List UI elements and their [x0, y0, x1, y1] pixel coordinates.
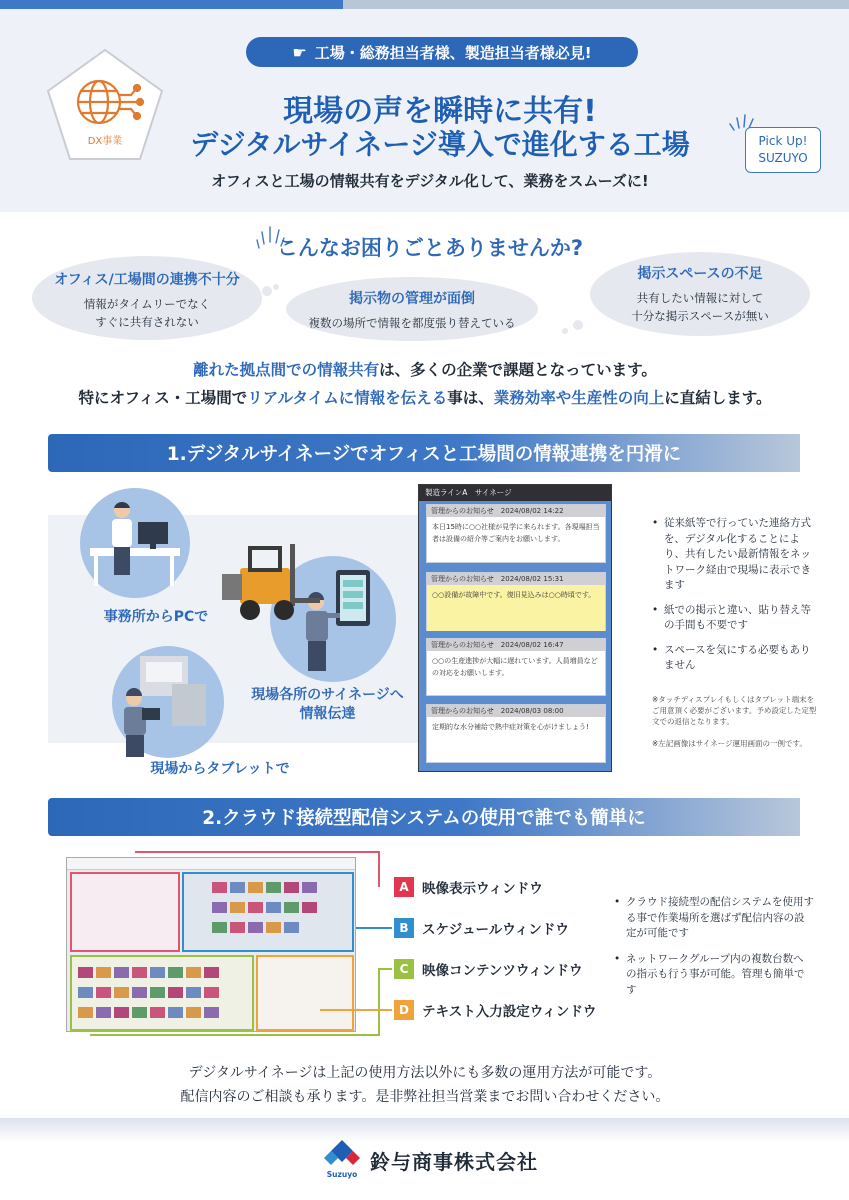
pickup-badge	[745, 127, 821, 173]
text-input-window	[256, 955, 354, 1031]
problem-desc: すぐに共有されない	[95, 315, 199, 329]
connector-line-c	[378, 968, 392, 970]
lead-highlight: リアルタイムに情報を伝える	[247, 389, 448, 407]
pickup-line1: Pick Up!	[758, 134, 808, 148]
tablet-site-illustration	[112, 646, 224, 758]
connector-line-a	[135, 851, 380, 853]
site-label	[240, 686, 415, 724]
main-title-line1: 現場の声を瞬時に共有!	[283, 94, 597, 129]
office-label: 事務所からPCで	[103, 609, 209, 625]
video-contents-window	[70, 955, 254, 1031]
problem-bubble	[590, 252, 810, 336]
bubble-tail	[573, 320, 583, 330]
problem-bubble	[286, 277, 538, 341]
tablet-worker-icon	[112, 646, 224, 758]
legend-label: 映像表示ウィンドウ	[422, 881, 543, 897]
lead-text: 事は、	[447, 389, 494, 407]
pointing-hand-icon: ☛	[292, 42, 307, 62]
legend-item-d	[394, 1000, 596, 1020]
lead-highlight: 業務効率や生産性の向上	[493, 389, 665, 407]
legend-label: 映像コンテンツウィンドウ	[422, 963, 583, 979]
closing-line2: 配信内容のご相談も承ります。是非弊社担当営業までお問い合わせください。	[180, 1089, 670, 1105]
section-2-title: 2.クラウド接続型配信システムの使用で誰でも簡単に	[202, 808, 646, 829]
bubble-tail	[262, 286, 272, 296]
lead-text: に直結します。	[664, 389, 772, 407]
site-label-line1: 現場各所のサイネージへ	[251, 687, 404, 703]
tablet-label: 現場からタブレットで	[150, 761, 290, 777]
dx-badge-label: DX事業	[87, 136, 123, 147]
section-1-bullets	[652, 516, 812, 683]
logo-text: Suzuyo	[326, 1170, 358, 1179]
problem-bubble	[32, 256, 262, 340]
section-1-header	[48, 434, 800, 472]
notice-body: 定期的な水分補給で熱中症対策を心がけましょう!	[432, 723, 589, 731]
problem-desc: 十分な掲示スペースが無い	[631, 309, 769, 323]
legend-badge: D	[394, 1000, 414, 1020]
problem-heading: こんなお困りごとありませんか?	[276, 236, 584, 260]
pickup-line2: SUZUYO	[758, 151, 808, 165]
footnote: ※左記画像はサイネージ運用画面の一例です。	[652, 739, 807, 748]
signage-screen-example	[418, 484, 612, 772]
legend-item-c	[394, 959, 583, 979]
notice-card	[426, 638, 606, 696]
connector-line-c	[378, 968, 380, 1036]
signage-header: 製造ラインA サイネージ	[419, 485, 611, 501]
problem-desc: 共有したい情報に対して	[636, 291, 764, 305]
notice-body: 本日15時に○○社様が見学に来られます。各現場担当者は設備の紹介等ご案内をお願いします。	[432, 523, 600, 543]
notice-head: 管理からのお知らせ 2024/08/02 16:47	[427, 639, 605, 651]
notice-body: ○○設備が故障中です。復旧見込みは○○時頃です。	[427, 585, 605, 631]
office-pc-illustration	[80, 488, 190, 598]
audience-pill	[246, 37, 638, 67]
bubble-tail	[273, 284, 279, 290]
bullet-item: • ネットワークグループ内の複数台数への指示も行う事が可能。管理も簡単です	[614, 952, 814, 999]
bullet-item: • スペースを気にする必要もありません	[652, 643, 812, 674]
notice-head: 管理からのお知らせ 2024/08/03 08:00	[427, 705, 605, 717]
problem-title: 掲示物の管理が面倒	[349, 291, 475, 307]
connector-line-a	[378, 851, 380, 887]
notice-body: ○○の生産進捗が大幅に遅れています。人員増員などの対応をお願いします。	[432, 657, 598, 677]
bullet-item: • 従来紙等で行っていた連絡方式を、デジタル化することにより、共有したい最新情報をネットワーク経由で現場に表示できます	[652, 516, 812, 594]
legend-item-b	[394, 918, 569, 938]
section-2-header	[48, 798, 800, 836]
legend-item-a	[394, 877, 543, 897]
connector-line-b	[356, 927, 392, 929]
legend-badge: C	[394, 959, 414, 979]
notice-head: 管理からのお知らせ 2024/08/02 14:22	[427, 505, 605, 517]
subtitle: オフィスと工場の情報共有をデジタル化して、業務をスムーズに!	[211, 172, 649, 190]
problem-desc: 複数の場所で情報を都度張り替えている	[308, 316, 516, 330]
office-worker-icon	[80, 488, 190, 598]
footnote: ※タッチディスプレイもしくはタブレット端末をご用意頂く必要がございます。予め設定した定型文での返信となります。	[652, 695, 817, 726]
legend-label: スケジュールウィンドウ	[422, 922, 569, 938]
notice-card-alert	[426, 572, 606, 631]
notice-card	[426, 704, 606, 763]
problem-title: オフィス/工場間の連携不十分	[54, 272, 240, 288]
connector-line-d	[320, 1009, 392, 1011]
suzuyo-logo	[322, 1138, 362, 1180]
bubble-tail	[562, 328, 568, 334]
legend-badge: B	[394, 918, 414, 938]
distribution-system-screenshot	[66, 857, 356, 1032]
connector-line-c	[90, 1034, 380, 1036]
notice-head: 管理からのお知らせ 2024/08/02 15:31	[427, 573, 605, 585]
lead-text: 特にオフィス・工場間で	[78, 389, 248, 407]
section-2-bullets	[614, 895, 814, 1008]
legend-label: テキスト入力設定ウィンドウ	[422, 1004, 597, 1020]
lead-line2	[30, 386, 820, 408]
bullet-item: • クラウド接続型の配信システムを使用する事で作業場所を選ばず配信内容の設定が可能です	[614, 895, 814, 942]
forklift-icon	[210, 538, 330, 628]
top-accent-bar	[0, 0, 343, 9]
site-label-line2: 情報伝達	[299, 706, 356, 722]
problem-title: 掲示スペースの不足	[637, 266, 763, 282]
lead-text: は、多くの企業で課題となっています。	[379, 361, 657, 379]
lead-highlight: 離れた拠点間での情報共有	[193, 361, 380, 379]
company-name: 鈴与商事株式会社	[370, 1150, 538, 1174]
closing-line1: デジタルサイネージは上記の使用方法以外にも多数の運用方法が可能です。	[188, 1065, 662, 1081]
video-display-window	[70, 872, 180, 952]
app-toolbar	[67, 858, 355, 870]
audience-text: 工場・総務担当者様、製造担当者様必見!	[314, 43, 592, 62]
legend-badge: A	[394, 877, 414, 897]
schedule-window	[182, 872, 354, 952]
lead-line1	[30, 358, 820, 380]
section-1-title: 1.デジタルサイネージでオフィスと工場間の情報連携を円滑に	[166, 444, 682, 465]
notice-card	[426, 504, 606, 563]
top-accent-bar-gray	[343, 0, 849, 9]
bullet-item: • 紙での掲示と違い、貼り替え等の手間も不要です	[652, 603, 812, 634]
main-title-line2: デジタルサイネージ導入で進化する工場	[190, 128, 690, 161]
problem-desc: 情報がタイムリーでなく	[83, 297, 211, 311]
